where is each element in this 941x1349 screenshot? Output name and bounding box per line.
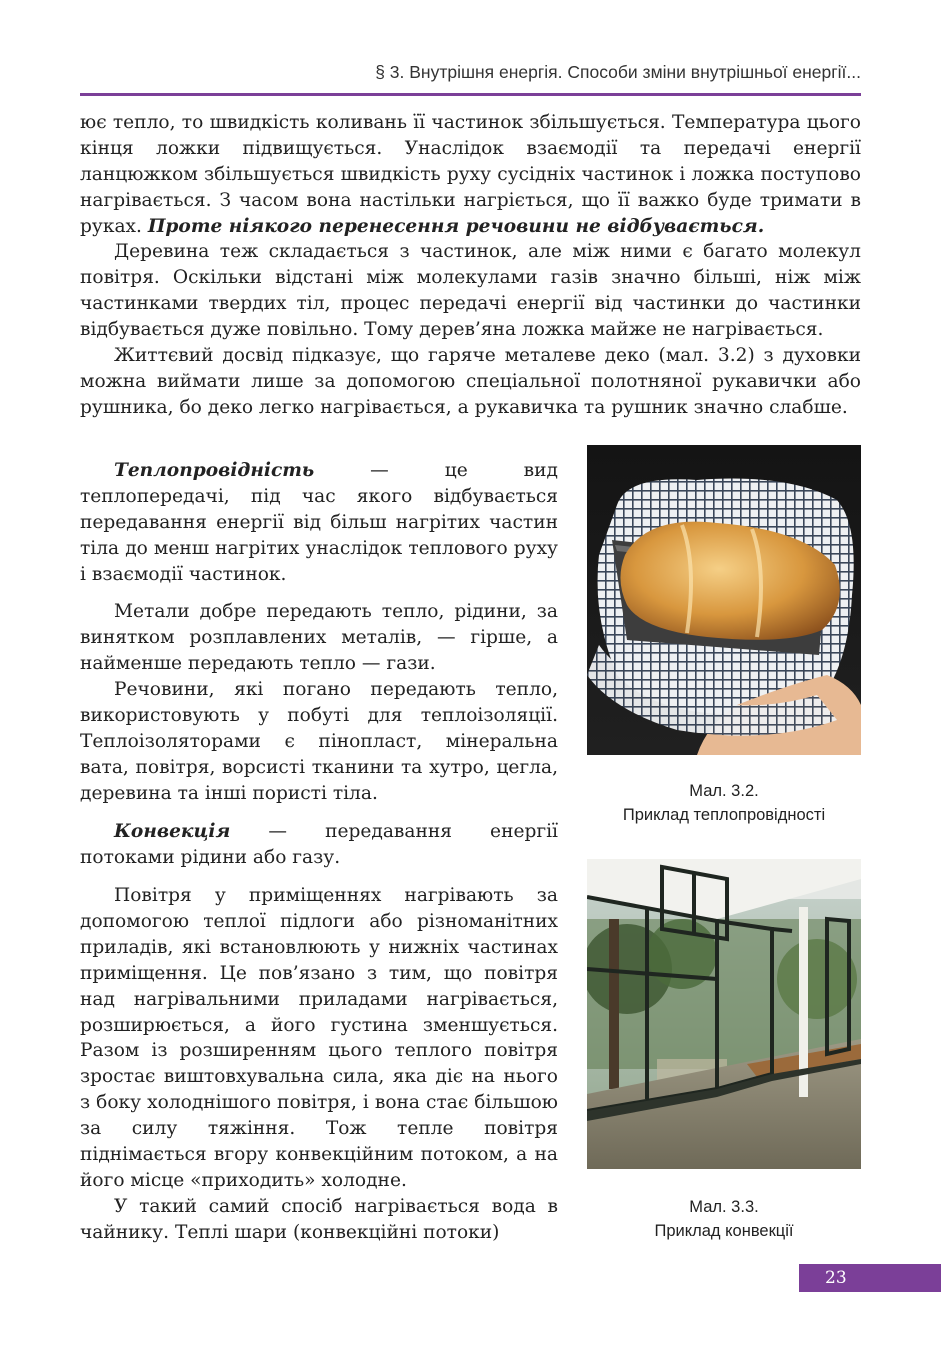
definition-term: Теплопровідність xyxy=(114,460,315,481)
bread-photo xyxy=(587,445,861,755)
definition-term: Конвекція xyxy=(114,821,231,842)
definition-text: — це вид теплопередачі, під час якого відбувається передавання енергії від більш нагрітих частин тіла до менш нагрітих унаслідок теплового руху і взаємодії частинок. xyxy=(80,460,558,585)
figure-caption-text: Приклад конвекції xyxy=(654,1222,794,1240)
paragraph-metals: Метали добре передають тепло, рідини, за винятком розплавлених металів, — гірше, а найменше передають тепло — гази. xyxy=(80,601,558,674)
paragraph-kettle: У такий самий спосіб нагрівається вода в чайнику. Теплі шари (конвекційні потоки) xyxy=(80,1196,558,1243)
windows-photo-illustration xyxy=(587,859,861,1169)
paragraph-text: ює тепло, то швидкість коливань її частинок збільшується. Температура цього кінця ложки підвищується. Унаслідок взаємодії та передачі енергії ланцюжком збільшується швидкість руху сусідніх частинок і ложка поступово нагрівається. З часом вона настільки нагріється, що її важко буде тримати в руках. xyxy=(80,112,861,237)
paragraph-baking-tray: Життєвий досвід підказує, що гаряче металеве деко (мал. 3.2) з духовки можна виймати лише за допомогою спеціальної полотняної рукавички або рушника, бо деко легко нагрівається, а рукавичка та рушник значно слабше. xyxy=(80,345,861,418)
definition-thermal-conductivity xyxy=(80,458,558,588)
paragraph-spoon-heating xyxy=(80,110,861,240)
figure-caption-text: Приклад теплопровідності xyxy=(622,806,826,824)
definition-convection xyxy=(80,819,558,871)
running-header: § 3. Внутрішня енергія. Способи зміни внутрішньої енергії... xyxy=(375,62,861,82)
page-number: 23 xyxy=(799,1264,941,1292)
definition-text: — передавання енергії потоками рідини або газу. xyxy=(80,821,558,868)
figure-caption-3-3 xyxy=(587,1195,861,1243)
paragraph-insulators: Речовини, які погано передають тепло, використовують у побуті для теплоізоляції. Теплоізоляторами є пінопласт, мінеральна вата, повітря, ворсисті тканини та хутро, цегла, деревина та інші пористі тіла. xyxy=(80,679,558,804)
figure-label: Мал. 3.3. xyxy=(689,1198,759,1216)
windows-photo xyxy=(587,859,861,1169)
paragraph-room-heating: Повітря у приміщеннях нагрівають за допомогою теплої підлоги або різноманітних приладів, які встановлюють у нижніх частинах приміщення. Це пов’язано з тим, що повітря над нагрівальними приладами нагрівається, розширюється, а його густина зменшується. Разом із розширенням цього теплого повітря зростає виштовхувальна сила, яка діє на нього з боку холоднішого повітря, і вона стає більшою за силу тяжіння. Тож тепле повітря піднімається вгору конвекційним потоком, а на його місце «приходить» холодне. xyxy=(80,885,558,1191)
figure-label: Мал. 3.2. xyxy=(689,782,759,800)
figure-caption-3-2 xyxy=(587,779,861,827)
header-divider xyxy=(80,93,861,96)
paragraph-wood: Деревина теж складається з частинок, але між ними є багато молекул повітря. Оскільки відстані між молекулами газів значно більші, ніж між частинками твердих тіл, процес передачі енергії від частинки до частинки відбувається дуже повільно. Тому дерев’яна ложка майже не нагрівається. xyxy=(80,241,861,340)
bread-photo-illustration xyxy=(587,445,861,755)
emphasis-text: Проте ніякого перенесення речовини не відбувається. xyxy=(147,215,765,237)
